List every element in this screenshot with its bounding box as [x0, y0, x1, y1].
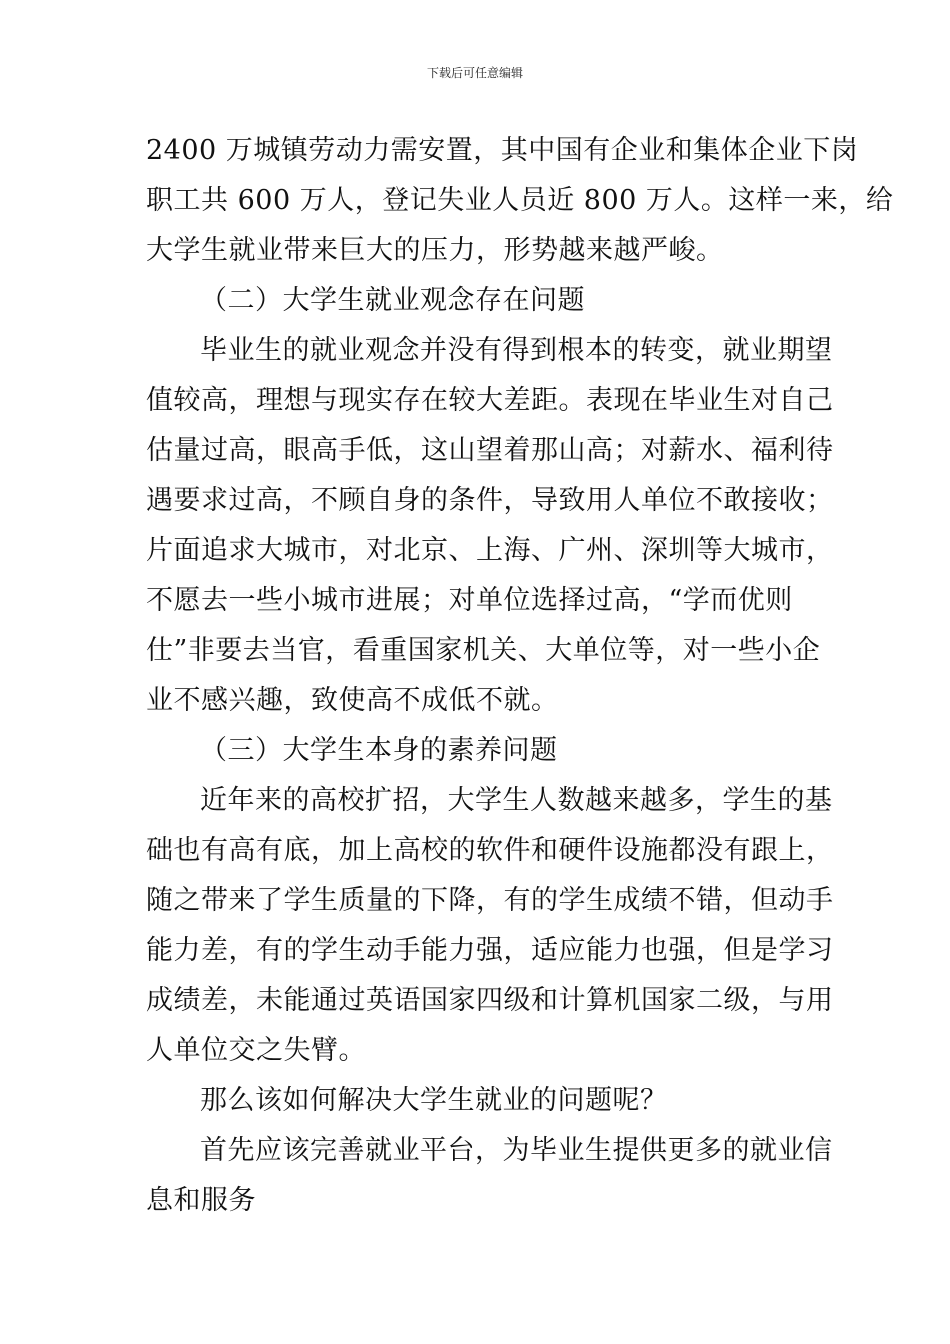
text-line: 大学生就业带来巨大的压力，形势越来越严峻。 [146, 235, 724, 266]
text-line: 遇要求过高，不顾自身的条件，导致用人单位不敢接收； [146, 485, 834, 516]
page-header: 下载后可任意编辑 [426, 66, 523, 80]
section-heading-student-quality: （三）大学生本身的素养问题 [200, 735, 558, 766]
text-line: 成绩差，未能通过英语国家四级和计算机国家二级，与用 [146, 985, 834, 1016]
text-line: 那么该如何解决大学生就业的问题呢？ [200, 1085, 668, 1116]
paragraph-employment-pressure [146, 126, 894, 276]
paragraph-question [146, 1076, 810, 1126]
text-line: 人单位交之失臂。 [146, 1035, 366, 1066]
paragraph-employment-concept [146, 326, 834, 726]
text-line: 业不感兴趣，致使高不成低不就。 [146, 685, 559, 716]
text-line: 职工共 600 万人，登记失业人员近 800 万人。这样一来，给 [146, 185, 894, 216]
text-line: 片面追求大城市，对北京、上海、广州、深圳等大城市， [146, 535, 834, 566]
text-line: 不愿去一些小城市进展；对单位选择过高，“学而优则 [146, 585, 793, 616]
paragraph-student-quality [146, 776, 834, 1076]
text-line: 近年来的高校扩招，大学生人数越来越多，学生的基 [200, 785, 833, 816]
document-body [146, 126, 894, 1226]
text-line: 仕”非要去当官，看重国家机关、大单位等，对一些小企 [146, 635, 821, 666]
text-line: 息和服务 [146, 1185, 256, 1216]
text-line: 估量过高，眼高手低，这山望着那山高；对薪水、福利待 [146, 435, 834, 466]
text-line: 值较高，理想与现实存在较大差距。表现在毕业生对自己 [146, 385, 834, 416]
paragraph-solution [146, 1126, 833, 1226]
text-line: 础也有高有底，加上高校的软件和硬件设施都没有跟上， [146, 835, 834, 866]
text-line: 毕业生的就业观念并没有得到根本的转变，就业期望 [200, 335, 833, 366]
text-line: 能力差，有的学生动手能力强，适应能力也强，但是学习 [146, 935, 834, 966]
text-line: 首先应该完善就业平台，为毕业生提供更多的就业信 [200, 1135, 833, 1166]
text-line: 随之带来了学生质量的下降，有的学生成绩不错，但动手 [146, 885, 834, 916]
section-heading-employment-concept: （二）大学生就业观念存在问题 [200, 285, 585, 316]
text-line: 2400 万城镇劳动力需安置，其中国有企业和集体企业下岗 [146, 135, 859, 166]
